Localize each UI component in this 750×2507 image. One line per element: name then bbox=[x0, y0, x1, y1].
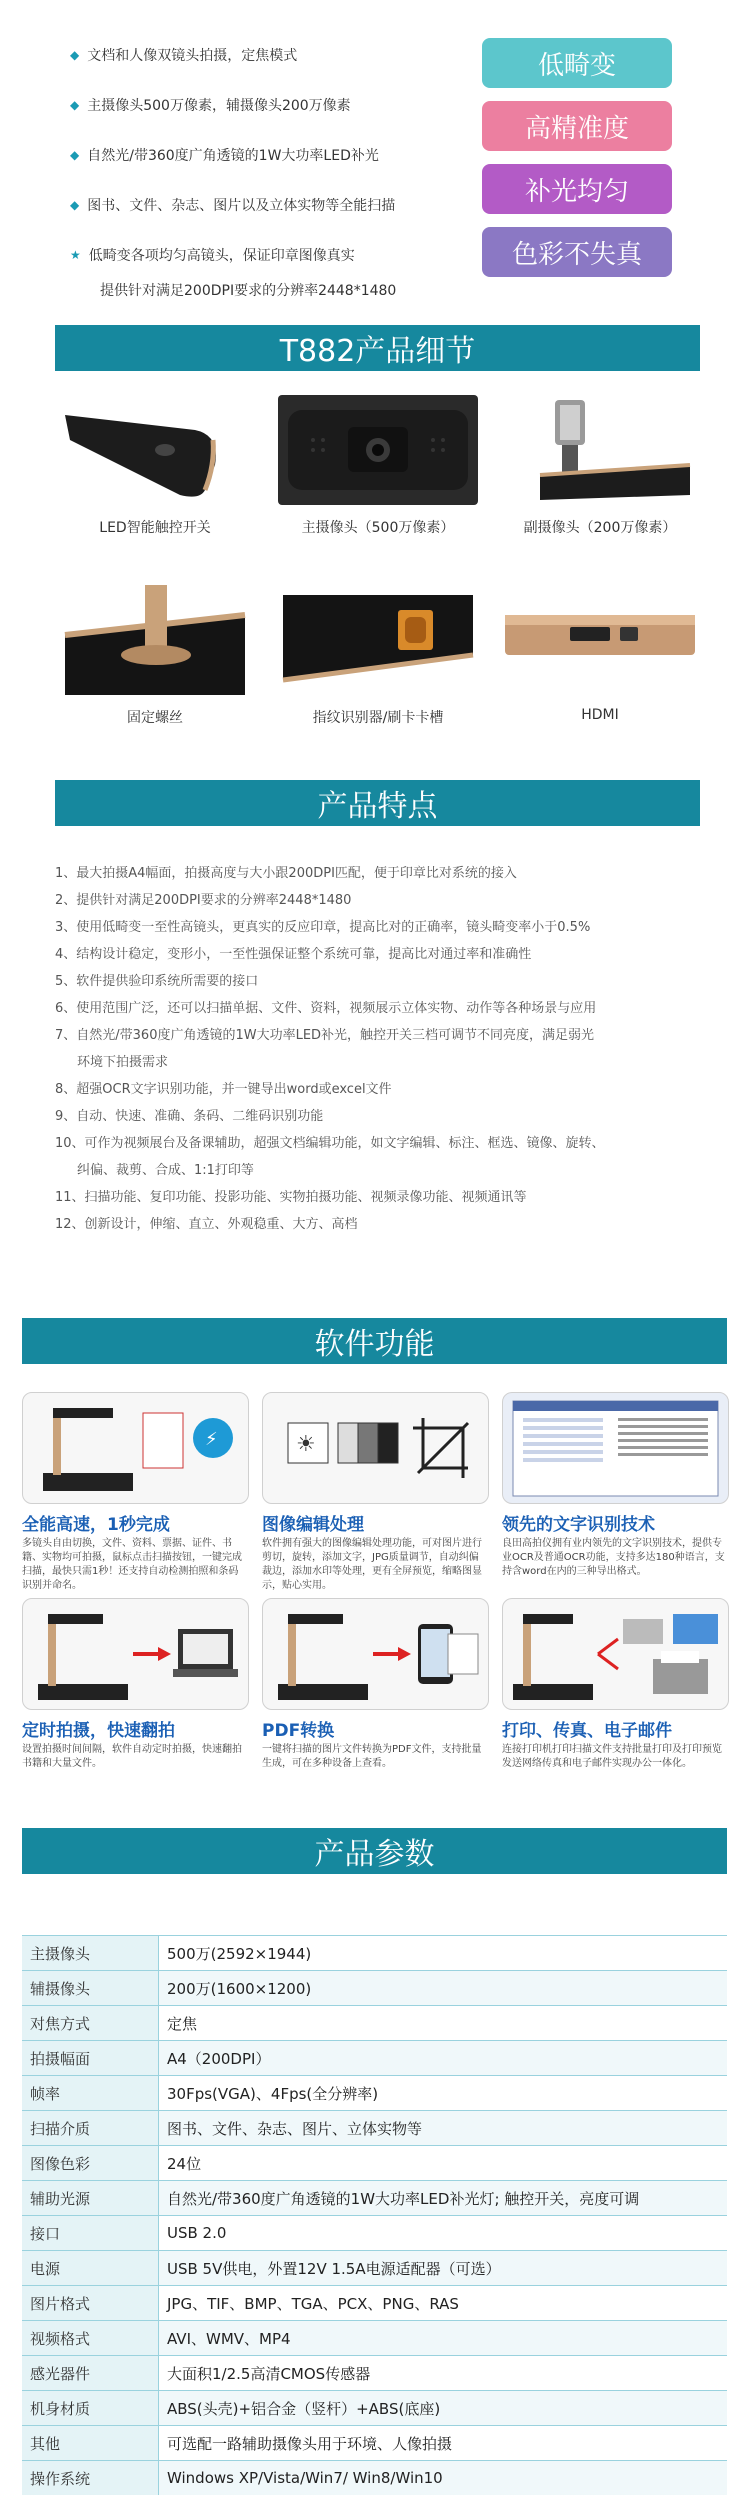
param-value: 大面积1/2.5高清CMOS传感器 bbox=[159, 2356, 728, 2391]
photo-aux-camera bbox=[500, 395, 700, 505]
star-bullet-icon: ★ bbox=[70, 248, 81, 262]
detail-caption: 主摄像头（500万像素） bbox=[301, 520, 455, 536]
software-desc: 多镜头自由切换，文件、资料、票据、证件、书籍、实物均可拍摄，鼠标点击扫描按钮，一键完成扫描，最快只需1秒！还支持自动检测拍照和条码识别并命名。 bbox=[22, 1538, 242, 1591]
table-row bbox=[22, 2076, 727, 2111]
list-item: 9、自动、快速、准确、条码、二维码识别功能 bbox=[55, 1109, 324, 1124]
section-banner-params: 产品参数 bbox=[22, 1828, 727, 1874]
software-card-ocr bbox=[502, 1392, 727, 1579]
tag-true-color: 色彩不失真 bbox=[482, 227, 672, 277]
list-item: 12、创新设计，伸缩、直立、外观稳重、大方、高档 bbox=[55, 1217, 358, 1232]
software-card-scan bbox=[22, 1392, 247, 1593]
svg-text:⚡: ⚡ bbox=[205, 1429, 218, 1450]
tag-even-lighting: 补光均匀 bbox=[482, 164, 672, 214]
param-value: USB 5V供电，外置12V 1.5A电源适配器（可选） bbox=[159, 2251, 728, 2286]
table-row bbox=[22, 2426, 727, 2461]
param-key: 机身材质 bbox=[22, 2391, 159, 2426]
software-title: 全能高速，1秒完成 bbox=[22, 1515, 170, 1535]
param-value: 定焦 bbox=[159, 2006, 728, 2041]
param-key: 接口 bbox=[22, 2216, 159, 2251]
table-row bbox=[22, 1971, 727, 2006]
table-row bbox=[22, 2006, 727, 2041]
detail-item-led-switch bbox=[55, 395, 255, 537]
param-key: 其他 bbox=[22, 2426, 159, 2461]
table-row bbox=[22, 2286, 727, 2321]
diamond-bullet-icon: ◆ bbox=[70, 198, 80, 212]
detail-caption: LED智能触控开关 bbox=[99, 520, 211, 536]
diamond-bullet-icon: ◆ bbox=[70, 98, 80, 112]
software-desc: 软件拥有强大的图像编辑处理功能，可对图片进行剪切，旋转，添加文字，JPG质量调节，自动纠偏裁边，添加水印等处理，更有全屏预览，缩略图显示，贴心实用。 bbox=[262, 1538, 482, 1591]
table-row bbox=[22, 2391, 727, 2426]
param-value: USB 2.0 bbox=[159, 2216, 728, 2251]
photo-hdmi bbox=[500, 585, 700, 695]
params-table bbox=[22, 1935, 727, 2495]
param-key: 感光器件 bbox=[22, 2356, 159, 2391]
feature-item: ◆ 文档和人像双镜头拍摄，定焦模式 bbox=[70, 48, 298, 64]
detail-caption: 固定螺丝 bbox=[127, 710, 183, 726]
section-banner-features: 产品特点 bbox=[55, 780, 700, 826]
detail-caption: 副摄像头（200万像素） bbox=[523, 520, 677, 536]
table-row bbox=[22, 2251, 727, 2286]
param-value: 自然光/带360度广角透镜的1W大功率LED补光灯; 触控开关，亮度可调 bbox=[159, 2181, 728, 2216]
param-value: 30Fps(VGA)、4Fps(全分辨率) bbox=[159, 2076, 728, 2111]
list-item-continuation: 环境下拍摄需求 bbox=[77, 1055, 169, 1070]
diamond-bullet-icon: ◆ bbox=[70, 148, 80, 162]
table-row bbox=[22, 2321, 727, 2356]
tag-high-precision: 高精准度 bbox=[482, 101, 672, 151]
feature-item: ◆ 自然光/带360度广角透镜的1W大功率LED补光 bbox=[70, 148, 379, 164]
software-title: PDF转换 bbox=[262, 1721, 335, 1741]
param-key: 帧率 bbox=[22, 2076, 159, 2111]
detail-item-aux-camera bbox=[500, 395, 700, 537]
param-key: 操作系统 bbox=[22, 2461, 159, 2496]
table-row bbox=[22, 2356, 727, 2391]
param-value: 可选配一路辅助摄像头用于环境、人像拍摄 bbox=[159, 2426, 728, 2461]
photo-main-camera bbox=[278, 395, 478, 505]
param-key: 扫描介质 bbox=[22, 2111, 159, 2146]
section-banner-software: 软件功能 bbox=[22, 1318, 727, 1364]
software-image-timer bbox=[22, 1598, 249, 1710]
detail-caption: HDMI bbox=[581, 707, 619, 723]
software-desc: 一键将扫描的图片文件转换为PDF文件，支持批量生成，可在多种设备上查看。 bbox=[262, 1744, 482, 1769]
param-key: 图像色彩 bbox=[22, 2146, 159, 2181]
software-card-print bbox=[502, 1598, 727, 1771]
software-title: 打印、传真、电子邮件 bbox=[502, 1721, 672, 1741]
list-item-continuation: 纠偏、裁剪、合成、1:1打印等 bbox=[77, 1163, 254, 1178]
software-image-print bbox=[502, 1598, 729, 1710]
param-value: 200万(1600×1200) bbox=[159, 1971, 728, 2006]
param-value: JPG、TIF、BMP、TGA、PCX、PNG、RAS bbox=[159, 2286, 728, 2321]
list-item: 4、结构设计稳定，变形小，一至性强保证整个系统可靠，提高比对通过率和准确性 bbox=[55, 947, 532, 962]
list-item: 2、提供针对满足200DPI要求的分辨率2448*1480 bbox=[55, 893, 352, 908]
param-value: 图书、文件、杂志、图片、立体实物等 bbox=[159, 2111, 728, 2146]
tag-low-distortion: 低畸变 bbox=[482, 38, 672, 88]
photo-led-switch bbox=[55, 395, 255, 505]
software-card-timer bbox=[22, 1598, 247, 1771]
photo-fingerprint bbox=[278, 585, 478, 695]
param-key: 辅助光源 bbox=[22, 2181, 159, 2216]
param-key: 拍摄幅面 bbox=[22, 2041, 159, 2076]
table-row bbox=[22, 2146, 727, 2181]
svg-text:☀: ☀ bbox=[296, 1432, 316, 1457]
software-title: 定时拍摄，快速翻拍 bbox=[22, 1721, 175, 1741]
detail-item-main-camera bbox=[278, 395, 478, 537]
param-key: 电源 bbox=[22, 2251, 159, 2286]
software-title: 领先的文字识别技术 bbox=[502, 1515, 655, 1535]
param-value: A4（200DPI） bbox=[159, 2041, 728, 2076]
param-value: AVI、WMV、MP4 bbox=[159, 2321, 728, 2356]
list-item: 5、软件提供验印系统所需要的接口 bbox=[55, 974, 259, 989]
table-row bbox=[22, 2181, 727, 2216]
software-card-edit bbox=[262, 1392, 487, 1593]
detail-item-screw bbox=[55, 585, 255, 727]
feature-item: ★ 低畸变各项均匀高镜头，保证印章图像真实 bbox=[70, 248, 355, 264]
software-image-scan bbox=[22, 1392, 249, 1504]
param-key: 主摄像头 bbox=[22, 1936, 159, 1971]
tag-column bbox=[482, 38, 672, 290]
list-item: 1、最大拍摄A4幅面，拍摄高度与大小跟200DPI匹配，便于印章比对系统的接入 bbox=[55, 866, 517, 881]
param-value: 24位 bbox=[159, 2146, 728, 2181]
section-banner-detail: T882产品细节 bbox=[55, 325, 700, 371]
param-value: ABS(头壳)+铝合金（竖杆）+ABS(底座) bbox=[159, 2391, 728, 2426]
list-item: 11、扫描功能、复印功能、投影功能、实物拍摄功能、视频录像功能、视频通讯等 bbox=[55, 1190, 527, 1205]
table-row bbox=[22, 1936, 727, 1971]
software-title: 图像编辑处理 bbox=[262, 1515, 364, 1535]
table-row bbox=[22, 2111, 727, 2146]
list-item: 10、可作为视频展台及备课辅助，超强文档编辑功能，如文字编辑、标注、框选、镜像、旋转、 bbox=[55, 1136, 605, 1151]
software-desc: 设置拍摄时间间隔，软件自动定时拍摄，快速翻拍书籍和大量文件。 bbox=[22, 1744, 242, 1769]
detail-item-fingerprint bbox=[278, 585, 478, 727]
software-image-ocr bbox=[502, 1392, 729, 1504]
software-desc: 连接打印机打印扫描文件支持批量打印及打印预览发送网络传真和电子邮件实现办公一体化。 bbox=[502, 1744, 722, 1769]
table-row bbox=[22, 2461, 727, 2496]
software-image-edit bbox=[262, 1392, 489, 1504]
list-item: 8、超强OCR文字识别功能，并一键导出word或excel文件 bbox=[55, 1082, 392, 1097]
param-value: Windows XP/Vista/Win7/ Win8/Win10 bbox=[159, 2461, 728, 2496]
software-card-pdf bbox=[262, 1598, 487, 1771]
list-item: 3、使用低畸变一至性高镜头，更真实的反应印章，提高比对的正确率，镜头畸变率小于0.5% bbox=[55, 920, 591, 935]
feature-number-list bbox=[55, 860, 705, 1238]
feature-item: ◆ 图书、文件、杂志、图片以及立体实物等全能扫描 bbox=[70, 198, 396, 214]
param-key: 对焦方式 bbox=[22, 2006, 159, 2041]
diamond-bullet-icon: ◆ bbox=[70, 48, 80, 62]
detail-caption: 指纹识别器/刷卡卡槽 bbox=[312, 710, 444, 726]
param-key: 辅摄像头 bbox=[22, 1971, 159, 2006]
table-row bbox=[22, 2216, 727, 2251]
detail-item-hdmi bbox=[500, 585, 700, 723]
software-image-pdf bbox=[262, 1598, 489, 1710]
list-item: 7、自然光/带360度广角透镜的1W大功率LED补光，触控开关三档可调节不同亮度，满足弱光 bbox=[55, 1028, 595, 1043]
param-key: 视频格式 bbox=[22, 2321, 159, 2356]
software-desc: 良田高拍仪拥有业内领先的文字识别技术，提供专业OCR及普通OCR功能，支持多达180种语言，支持含word在内的三种导出格式。 bbox=[502, 1538, 725, 1577]
list-item: 6、使用范围广泛，还可以扫描单据、文件、资料，视频展示立体实物、动作等各种场景与应用 bbox=[55, 1001, 597, 1016]
param-value: 500万(2592×1944) bbox=[159, 1936, 728, 1971]
param-key: 图片格式 bbox=[22, 2286, 159, 2321]
feature-subtext: 提供针对满足200DPI要求的分辨率2448*1480 bbox=[100, 283, 397, 299]
table-row bbox=[22, 2041, 727, 2076]
feature-item: ◆ 主摄像头500万像素，辅摄像头200万像素 bbox=[70, 98, 351, 114]
photo-screw bbox=[55, 585, 255, 695]
feature-list bbox=[70, 30, 490, 310]
